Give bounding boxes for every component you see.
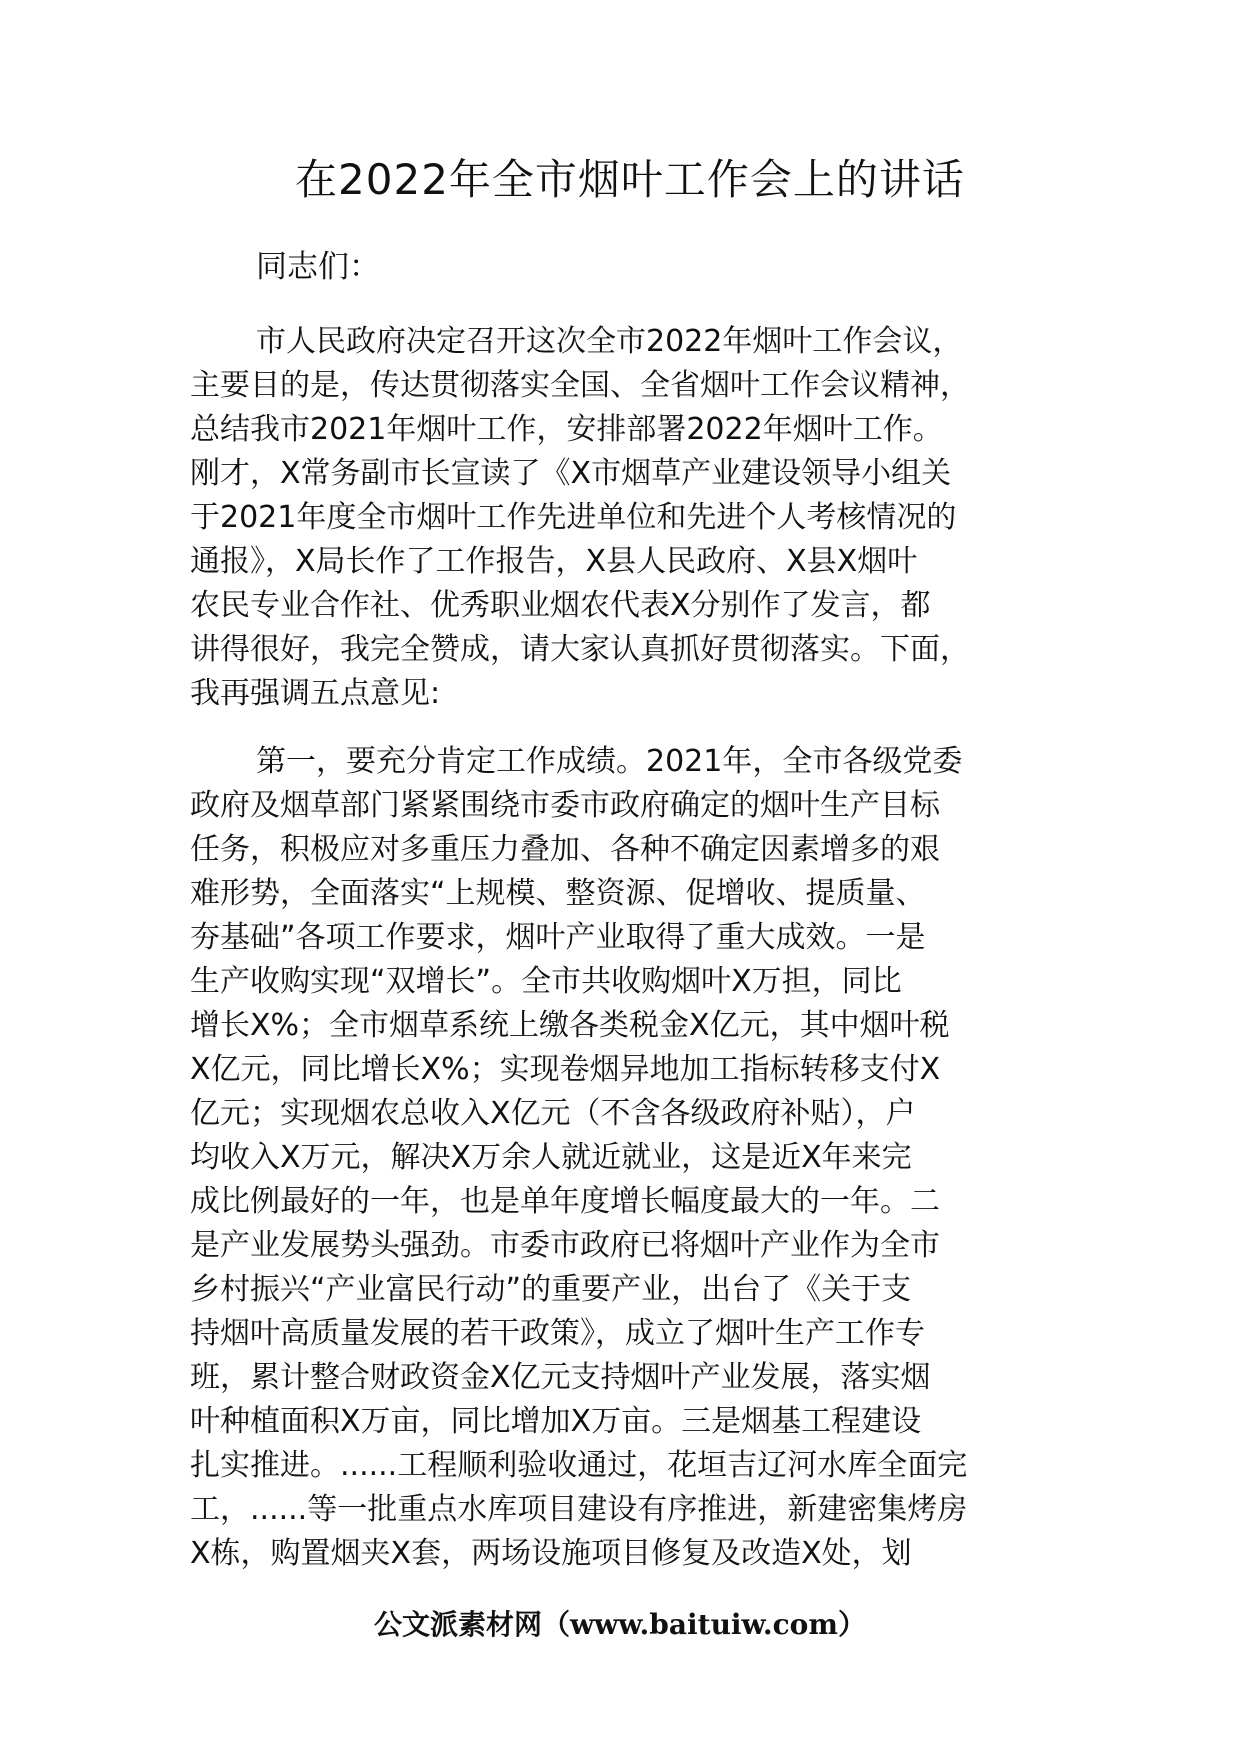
paragraph-line: 讲得很好，我完全赞成，请大家认真抓好贯彻落实。下面，: [190, 632, 970, 667]
paragraph-line: 农民专业合作社、优秀职业烟农代表X分别作了发言，都: [190, 588, 931, 623]
paragraph-line: 难形势，全面落实“上规模、整资源、促增收、提质量、: [190, 876, 926, 911]
paragraph-line: 夯基础”各项工作要求，烟叶产业取得了重大成效。一是: [190, 920, 926, 955]
paragraph-line: 扎实推进。......工程顺利验收通过，花垣吉辽河水库全面完: [190, 1448, 968, 1483]
paragraph-opening: [190, 320, 1070, 716]
paragraph-line: 主要目的是，传达贯彻落实全国、全省烟叶工作会议精神，: [190, 368, 970, 403]
paragraph-line: 增长X%；全市烟草系统上缴各类税金X亿元，其中烟叶税: [190, 1008, 950, 1043]
paragraph-line: 是产业发展势头强劲。市委市政府已将烟叶产业作为全市: [190, 1228, 940, 1263]
paragraph-line: 通报》，X局长作了工作报告，X县人民政府、X县X烟叶: [190, 544, 918, 579]
paragraph-line: 任务，积极应对多重压力叠加、各种不确定因素增多的艰: [190, 832, 940, 867]
paragraph-line: 叶种植面积X万亩，同比增加X万亩。三是烟基工程建设: [190, 1404, 922, 1439]
paragraph-line: 班，累计整合财政资金X亿元支持烟叶产业发展，落实烟: [190, 1360, 931, 1395]
paragraph-line: 我再强调五点意见:: [190, 676, 441, 711]
paragraph-line: 总结我市2021年烟叶工作，安排部署2022年烟叶工作。: [190, 412, 943, 447]
paragraph-line: 市人民政府决定召开这次全市2022年烟叶工作会议，: [256, 324, 963, 359]
paragraph-line: 亿元；实现烟农总收入X亿元（不含各级政府补贴），户: [190, 1096, 916, 1131]
paragraph-line: X亿元，同比增长X%；实现卷烟异地加工指标转移支付X: [190, 1052, 941, 1087]
paragraph-line: 生产收购实现“双增长”。全市共收购烟叶X万担，同比: [190, 964, 902, 999]
paragraph-line: 于2021年度全市烟叶工作先进单位和先进个人考核情况的: [190, 500, 957, 535]
paragraph-line: 政府及烟草部门紧紧围绕市委市政府确定的烟叶生产目标: [190, 788, 940, 823]
paragraph-line: 持烟叶高质量发展的若干政策》，成立了烟叶生产工作专: [190, 1316, 925, 1351]
paragraph-line: X栋，购置烟夹X套，两场设施项目修复及改造X处，划: [190, 1536, 912, 1571]
paragraph-first-point: [190, 740, 1070, 1576]
paragraph-line: 第一，要充分肯定工作成绩。2021年，全市各级党委: [256, 744, 963, 779]
paragraph-line: 均收入X万元，解决X万余人就近就业，这是近X年来完: [190, 1140, 912, 1175]
paragraph-line: 工，......等一批重点水库项目建设有序推进，新建密集烤房: [190, 1492, 968, 1527]
paragraph-line: 刚才，X常务副市长宣读了《X市烟草产业建设领导小组关: [190, 456, 952, 491]
paragraph-line: 乡村振兴“产业富民行动”的重要产业，出台了《关于支: [190, 1272, 912, 1307]
document-title: 在2022年全市烟叶工作会上的讲话: [295, 155, 965, 204]
greeting: 同志们：: [256, 249, 380, 285]
footer-watermark: 公文派素材网（www.baituiw.com）: [374, 1608, 866, 1641]
paragraph-line: 成比例最好的一年，也是单年度增长幅度最大的一年。二: [190, 1184, 940, 1219]
